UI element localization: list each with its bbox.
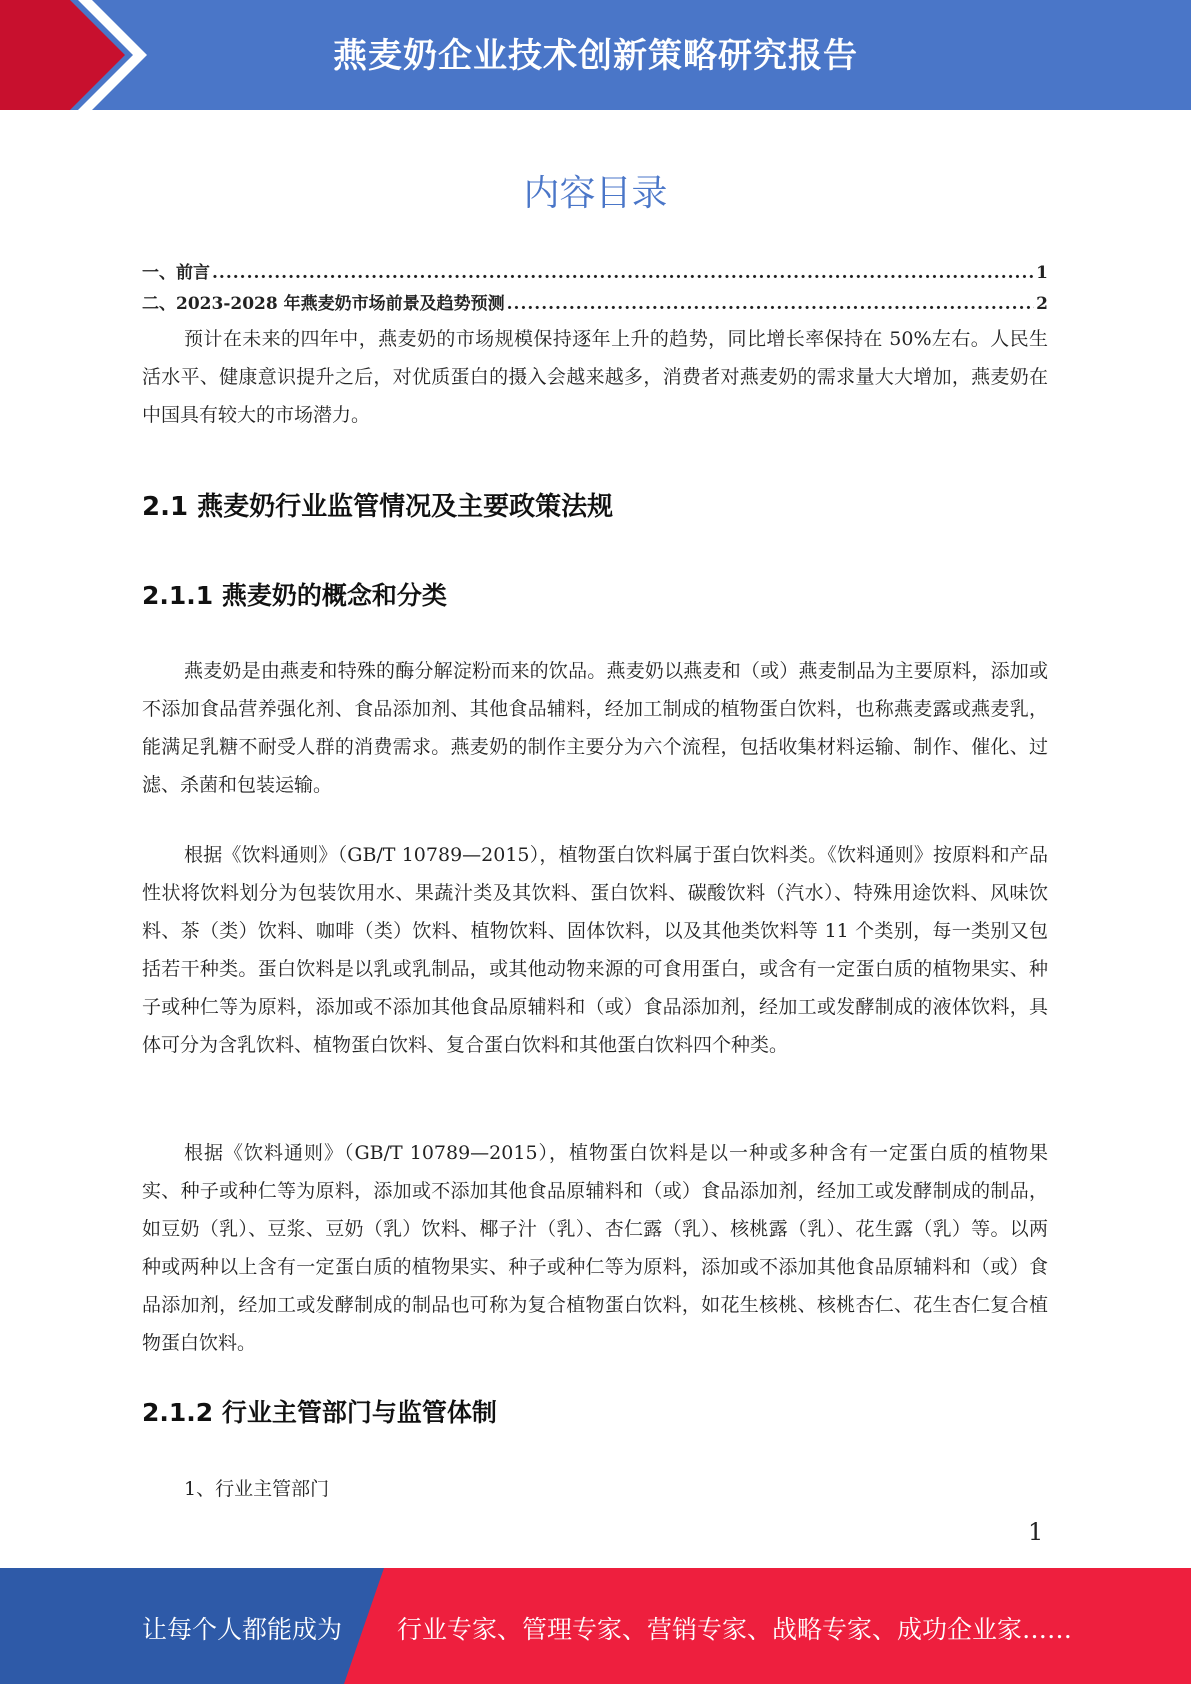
section-heading-2-1-2: 2.1.2 行业主管部门与监管体制 [142, 1398, 497, 1427]
toc-entry[interactable] [142, 289, 1048, 314]
toc-leader-dots [212, 263, 1034, 283]
footer-slogan-right: 行业专家、管理专家、营销专家、战略专家、成功企业家…… [397, 1615, 1073, 1644]
section-heading-2-1-1: 2.1.1 燕麦奶的概念和分类 [142, 581, 447, 610]
toc-entry-label: 一、前言 [142, 263, 210, 283]
toc-entry-page: 1 [1036, 263, 1048, 283]
header-banner [0, 0, 1191, 110]
body-paragraph: 燕麦奶是由燕麦和特殊的酶分解淀粉而来的饮品。燕麦奶以燕麦和（或）燕麦制品为主要原料，添加或不添加食品营养强化剂、食品添加剂、其他食品辅料，经加工制成的植物蛋白饮料，也称燕麦露或燕麦乳，能满足乳糖不耐受人群的消费需求。燕麦奶的制作主要分为六个流程，包括收集材料运输、制作、催化、过滤、杀菌和包装运输。 [142, 660, 1048, 796]
toc-title: 内容目录 [523, 173, 668, 214]
body-paragraph: 根据《饮料通则》（GB/T 10789—2015），植物蛋白饮料是以一种或多种含有一定蛋白质的植物果实、种子或种仁等为原料，添加或不添加其他食品原辅料和（或）食品添加剂，经加工或发酵制成的制品，如豆奶（乳）、豆浆、豆奶（乳）饮料、椰子汁（乳）、杏仁露（乳）、核桃露（乳）、花生露（乳）等。以两种或两种以上含有一定蛋白质的植物果实、种子或种仁等为原料，添加或不添加其他食品原辅料和（或）食品添加剂，经加工或发酵制成的制品也可称为复合植物蛋白饮料，如花生核桃、核桃杏仁、花生杏仁复合植物蛋白饮料。 [142, 1142, 1048, 1354]
section-heading-2-1: 2.1 燕麦奶行业监管情况及主要政策法规 [142, 492, 614, 522]
toc-entry-page: 2 [1036, 294, 1048, 314]
footer-banner [0, 1568, 1191, 1684]
list-item: 1、行业主管部门 [184, 1478, 330, 1500]
intro-paragraph: 预计在未来的四年中，燕麦奶的市场规模保持逐年上升的趋势，同比增长率保持在 50%左右。人民生活水平、健康意识提升之后，对优质蛋白的摄入会越来越多，消费者对燕麦奶的需求量大大增加，燕麦奶在中国具有较大的市场潜力。 [142, 328, 1048, 426]
page-number: 1 [1028, 1518, 1044, 1546]
toc-entry[interactable] [142, 258, 1048, 283]
report-title: 燕麦奶企业技术创新策略研究报告 [333, 36, 858, 76]
toc-leader-dots [507, 294, 1035, 314]
toc-entry-label: 二、2023-2028 年燕麦奶市场前景及趋势预测 [142, 294, 505, 314]
footer-slogan-left: 让每个人都能成为 [142, 1615, 343, 1644]
body-paragraph: 根据《饮料通则》（GB/T 10789—2015），植物蛋白饮料属于蛋白饮料类。《饮料通则》按原料和产品性状将饮料划分为包装饮用水、果蔬汁类及其饮料、蛋白饮料、碳酸饮料（汽水）、特殊用途饮料、风味饮料、茶（类）饮料、咖啡（类）饮料、植物饮料、固体饮料，以及其他类饮料等 11 个类别，每一类别又包括若干种类。蛋白饮料是以乳或乳制品，或其他动物来源的可食用蛋白，或含有一定蛋白质的植物果实、种子或种仁等为原料，添加或不添加其他食品原辅料和（或）食品添加剂，经加工或发酵制成的液体饮料，具体可分为含乳饮料、植物蛋白饮料、复合蛋白饮料和其他蛋白饮料四个种类。 [142, 844, 1048, 1056]
